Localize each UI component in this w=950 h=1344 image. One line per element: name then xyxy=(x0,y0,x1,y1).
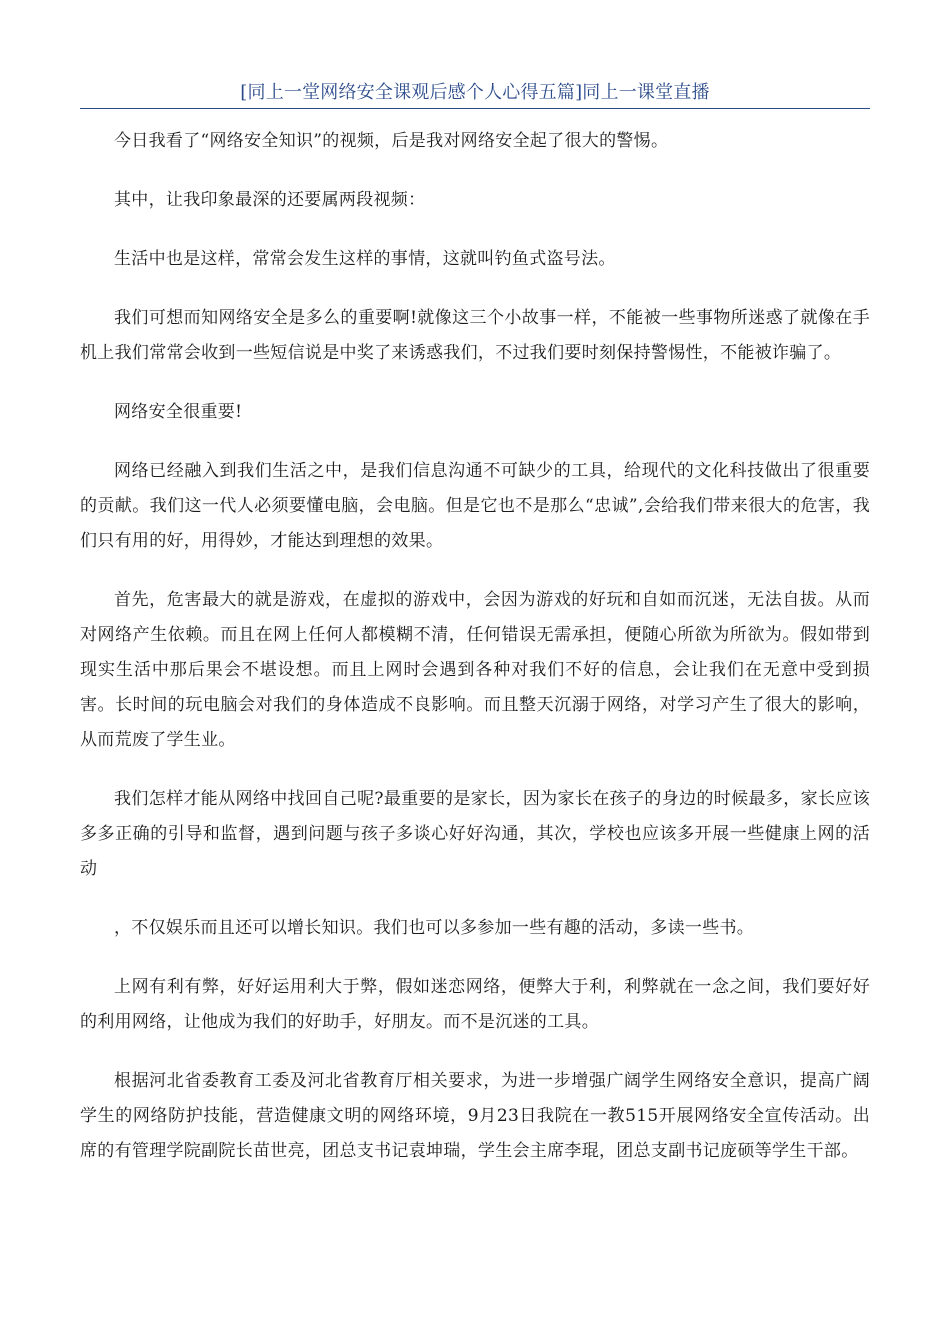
paragraph: 首先，危害最大的就是游戏，在虚拟的游戏中，会因为游戏的好玩和自如而沉迷，无法自拔。从而对网络产生依赖。而且在网上任何人都模糊不清，任何错误无需承担，便随心所欲为所欲为。假如带到现实生活中那后果会不堪设想。而且上网时会遇到各种对我们不好的信息，会让我们在无意中受到损害。长时间的玩电脑会对我们的身体造成不良影响。而且整天沉溺于网络，对学习产生了很大的影响，从而荒废了学生业。 xyxy=(80,590,870,750)
paragraph: 生活中也是这样，常常会发生这样的事情，这就叫钓鱼式盗号法。 xyxy=(114,249,616,269)
paragraph: 我们可想而知网络安全是多么的重要啊!就像这三个小故事一样，不能被一些事物所迷惑了就像在手机上我们常常会收到一些短信说是中奖了来诱惑我们，不过我们要时刻保持警惕性，不能被诈骗了。 xyxy=(80,308,870,363)
document-body xyxy=(80,124,870,1193)
paragraph: 其中，让我印象最深的还要属两段视频： xyxy=(114,190,426,210)
paragraph: 根据河北省委教育工委及河北省教育厅相关要求，为进一步增强广阔学生网络安全意识，提高广阔学生的网络防护技能，营造健康文明的网络环境，9月23日我院在一教515开展网络安全宣传活动。出席的有管理学院副院长苗世亮，团总支书记袁坤瑞，学生会主席李琨，团总支副书记庞硕等学生干部。 xyxy=(80,1071,870,1161)
title-underline xyxy=(80,108,870,109)
paragraph: 网络已经融入到我们生活之中，是我们信息沟通不可缺少的工具，给现代的文化科技做出了很重要的贡献。我们这一代人必须要懂电脑，会电脑。但是它也不是那么“忠诚”,会给我们带来很大的危害，我们只有用的好，用得妙，才能达到理想的效果。 xyxy=(80,461,870,551)
paragraph: 上网有利有弊，好好运用利大于弊，假如迷恋网络，便弊大于利，利弊就在一念之间，我们要好好的利用网络，让他成为我们的好助手，好朋友。而不是沉迷的工具。 xyxy=(80,977,870,1032)
paragraph: ，不仅娱乐而且还可以增长知识。我们也可以多参加一些有趣的活动，多读一些书。 xyxy=(114,918,755,938)
paragraph: 今日我看了“网络安全知识”的视频，后是我对网络安全起了很大的警惕。 xyxy=(114,131,669,151)
paragraph: 我们怎样才能从网络中找回自己呢?最重要的是家长，因为家长在孩子的身边的时候最多，家长应该多多正确的引导和监督，遇到问题与孩子多谈心好好沟通，其次，学校也应该多开展一些健康上网的活动 xyxy=(80,789,870,879)
document-title: [同上一堂网络安全课观后感个人心得五篇]同上一课堂直播 xyxy=(240,82,710,103)
paragraph: 网络安全很重要! xyxy=(114,402,243,422)
